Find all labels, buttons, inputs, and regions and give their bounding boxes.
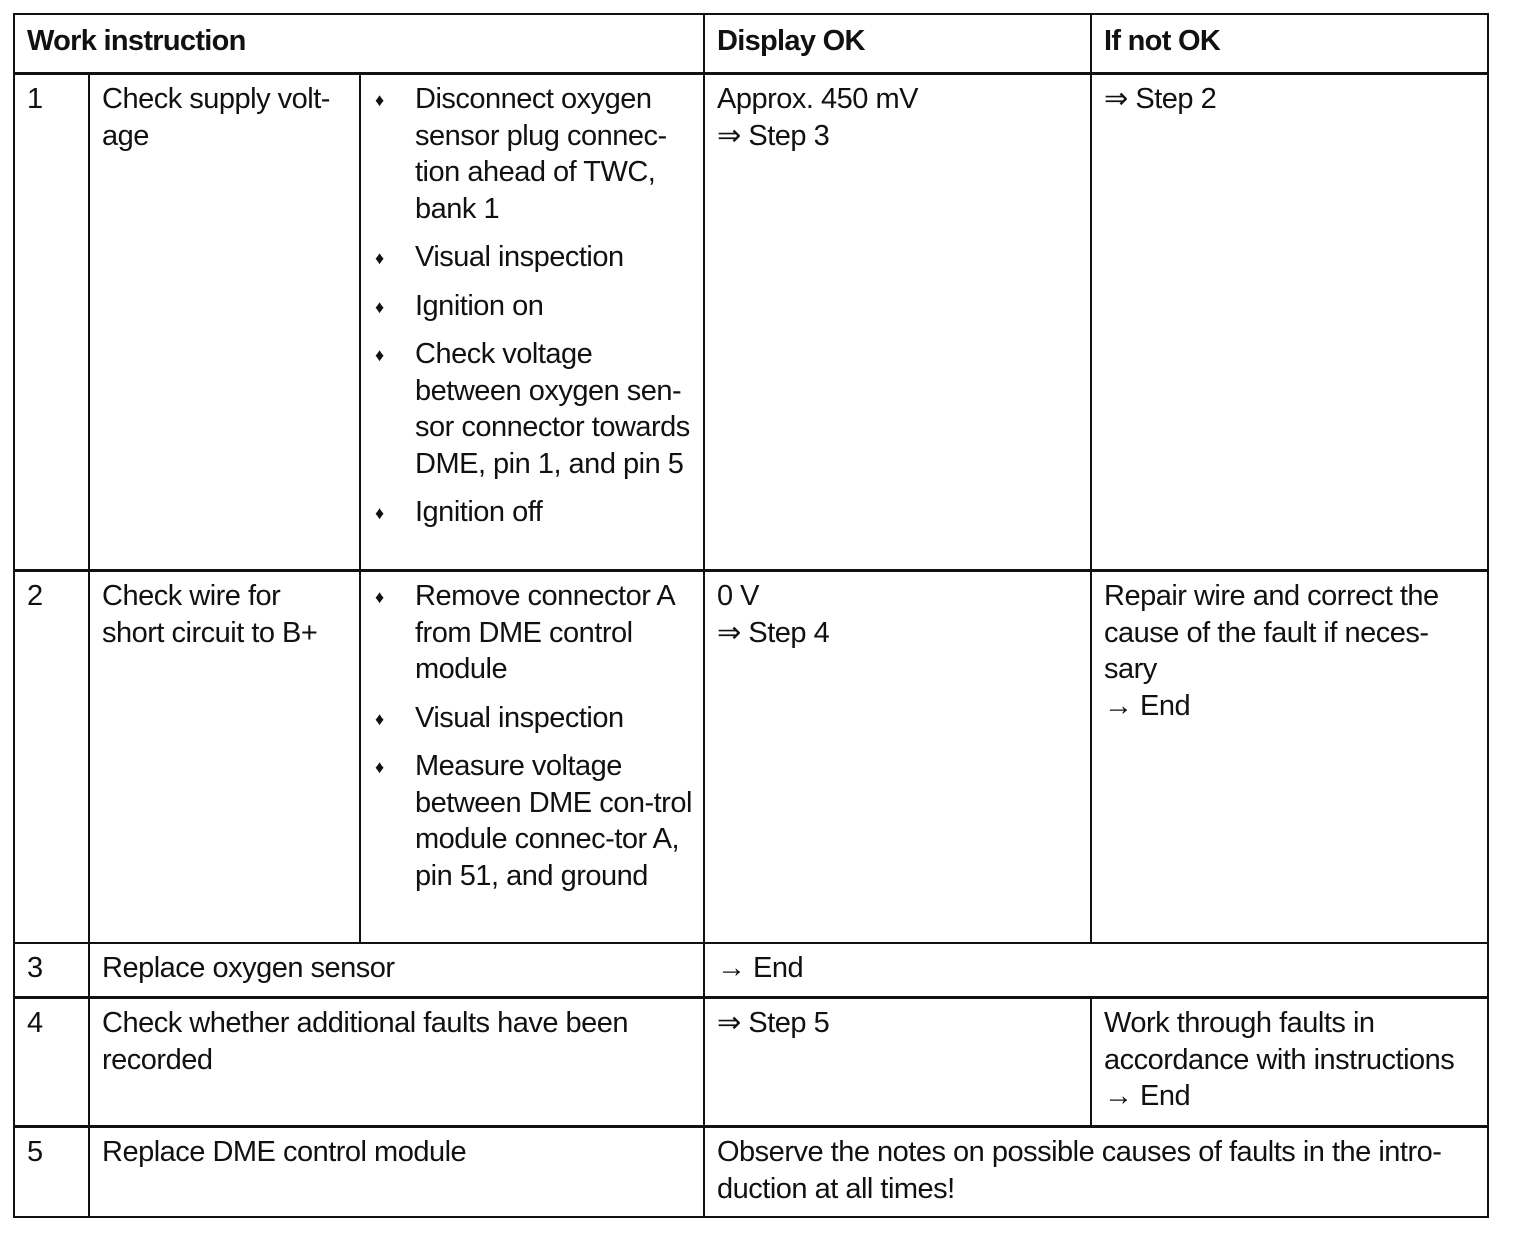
display-ok-value: 0 V (717, 580, 760, 612)
step-task: Replace oxygen sensor (89, 943, 704, 998)
diamond-bullet-icon: ♦ (375, 248, 384, 268)
step-task: Check wire for short circuit to B+ (89, 571, 360, 944)
action-text: Remove connector A from DME control module (415, 580, 674, 685)
action-text: Visual inspection (415, 701, 624, 734)
action-text: Ignition off (415, 496, 543, 528)
action-list (373, 81, 693, 531)
diamond-bullet-icon: ♦ (375, 90, 384, 110)
step-task: Replace DME control module (89, 1127, 704, 1218)
list-item (373, 578, 693, 688)
table-row (14, 571, 1488, 944)
step-number: 3 (14, 943, 89, 998)
if-not-ok-cell (1091, 998, 1488, 1127)
step-number: 1 (14, 74, 89, 571)
header-display-ok: Display OK (704, 14, 1091, 74)
next-step-arrow: ⇒ Step 4 (717, 616, 830, 649)
step-actions (360, 74, 704, 571)
step-number: 2 (14, 571, 89, 944)
end-arrow: → End (1104, 689, 1191, 722)
list-item (373, 336, 693, 482)
diamond-bullet-icon: ♦ (375, 345, 384, 365)
next-step-arrow: ⇒ Step 5 (717, 1007, 830, 1039)
if-not-ok-cell (1091, 571, 1488, 944)
diamond-bullet-icon: ♦ (375, 296, 384, 317)
table-row (14, 998, 1488, 1127)
display-ok-cell (704, 74, 1091, 571)
action-text: Measure voltage between DME con-trol module connec-tor A, pin 51, and ground (415, 750, 692, 892)
step-task: Check supply volt-age (89, 74, 360, 571)
step-task: Check whether additional faults have been recorded (89, 998, 704, 1127)
action-text: Visual inspection (415, 241, 624, 273)
note-cell: Observe the notes on possible causes of faults in the intro-duction at all times! (704, 1127, 1488, 1218)
header-if-not-ok: If not OK (1091, 14, 1488, 74)
if-not-ok-cell (1091, 74, 1488, 571)
table-row (14, 74, 1488, 571)
list-item (373, 288, 693, 325)
display-ok-cell (704, 998, 1091, 1127)
list-item (373, 494, 693, 531)
diamond-bullet-icon: ♦ (375, 708, 384, 729)
table-header-row (14, 14, 1488, 74)
step-number: 4 (14, 998, 89, 1127)
if-not-ok-text: Work through faults in accordance with instructions (1104, 1007, 1455, 1076)
list-item (373, 700, 693, 737)
result-cell: → End (704, 943, 1488, 998)
display-ok-value: Approx. 450 mV (717, 83, 918, 115)
action-list (373, 578, 693, 894)
action-text: Disconnect oxygen sensor plug connec-tion ahead of TWC, bank 1 (415, 83, 667, 225)
diamond-bullet-icon: ♦ (375, 587, 384, 607)
action-text: Check voltage between oxygen sen-sor connector towards DME, pin 1, and pin 5 (415, 338, 690, 480)
display-ok-cell (704, 571, 1091, 944)
if-not-ok-text: Repair wire and correct the cause of the fault if neces-sary (1104, 580, 1439, 685)
table-row (14, 1127, 1488, 1218)
list-item (373, 748, 693, 894)
next-step-arrow: ⇒ Step 2 (1104, 83, 1217, 115)
end-arrow: → End (1104, 1080, 1191, 1112)
next-step-arrow: ⇒ Step 3 (717, 119, 830, 152)
step-actions (360, 571, 704, 944)
diamond-bullet-icon: ♦ (375, 757, 384, 777)
list-item (373, 81, 693, 227)
action-text: Ignition on (415, 289, 544, 322)
work-instruction-table (13, 13, 1489, 1218)
diamond-bullet-icon: ♦ (375, 503, 384, 523)
step-number: 5 (14, 1127, 89, 1218)
header-work-instruction: Work instruction (14, 14, 704, 74)
table-row (14, 943, 1488, 998)
list-item (373, 239, 693, 276)
